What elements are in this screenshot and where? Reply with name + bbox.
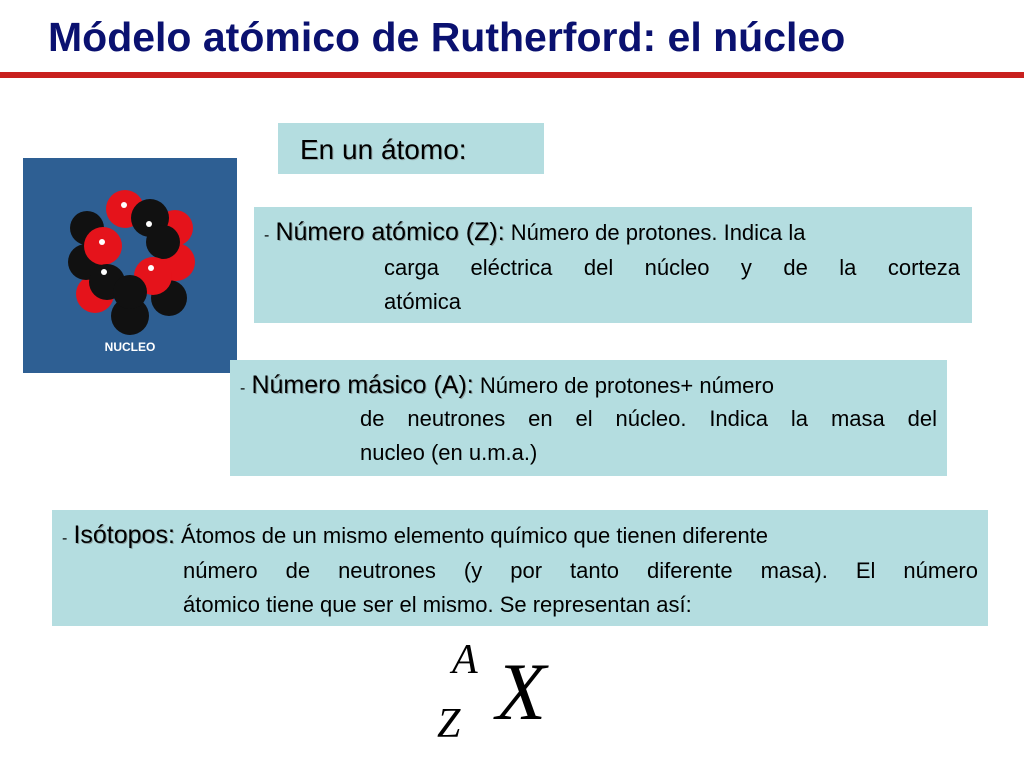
isotopes-first-line bbox=[62, 518, 978, 556]
atomic-number-box bbox=[254, 207, 972, 323]
mass-number-term: Número másico (A): bbox=[251, 371, 474, 399]
element-symbol: X bbox=[496, 646, 547, 737]
mass-number-symbol: A bbox=[452, 637, 478, 683]
subtitle-text: En un átomo: bbox=[300, 134, 467, 165]
nucleus-cluster bbox=[68, 190, 195, 335]
title-divider bbox=[0, 72, 1024, 78]
nucleus-illustration bbox=[23, 158, 237, 373]
isotope-notation bbox=[430, 636, 570, 756]
bullet-dash: - bbox=[240, 380, 246, 397]
atomic-number-symbol: Z bbox=[437, 701, 461, 747]
mass-number-first-line bbox=[240, 368, 937, 406]
mass-number-text: de neutrones en el núcleo. Indica la masa del bbox=[360, 406, 937, 431]
atomic-number-text: Número de protones. Indica la bbox=[510, 220, 806, 245]
isotopes-text: átomico tiene que ser el mismo. Se representan así: bbox=[183, 592, 692, 617]
mass-number-text: Número de protones+ número bbox=[479, 373, 774, 398]
atomic-number-text: carga eléctrica del núcleo y de la corteza bbox=[384, 255, 960, 280]
bullet-dash: - bbox=[62, 530, 68, 547]
atomic-number-term: Número atómico (Z): bbox=[275, 218, 505, 246]
slide-title: Módelo atómico de Rutherford: el núcleo bbox=[48, 14, 846, 60]
isotopes-term: Isótopos: bbox=[73, 521, 175, 549]
isotopes-box bbox=[52, 510, 988, 626]
nucleus-image bbox=[23, 158, 237, 373]
isotopes-text: número de neutrones (y por tanto diferente masa). El número bbox=[183, 558, 978, 583]
subtitle-box bbox=[278, 123, 544, 174]
isotopes-text: Átomos de un mismo elemento químico que tienen diferente bbox=[181, 523, 769, 548]
mass-number-text: nucleo (en u.m.a.) bbox=[360, 440, 538, 465]
bullet-dash: - bbox=[264, 227, 270, 244]
atomic-number-first-line bbox=[264, 215, 960, 253]
mass-number-box bbox=[230, 360, 947, 476]
atomic-number-text: atómica bbox=[384, 289, 462, 314]
nucleus-caption: NUCLEO bbox=[104, 340, 156, 354]
